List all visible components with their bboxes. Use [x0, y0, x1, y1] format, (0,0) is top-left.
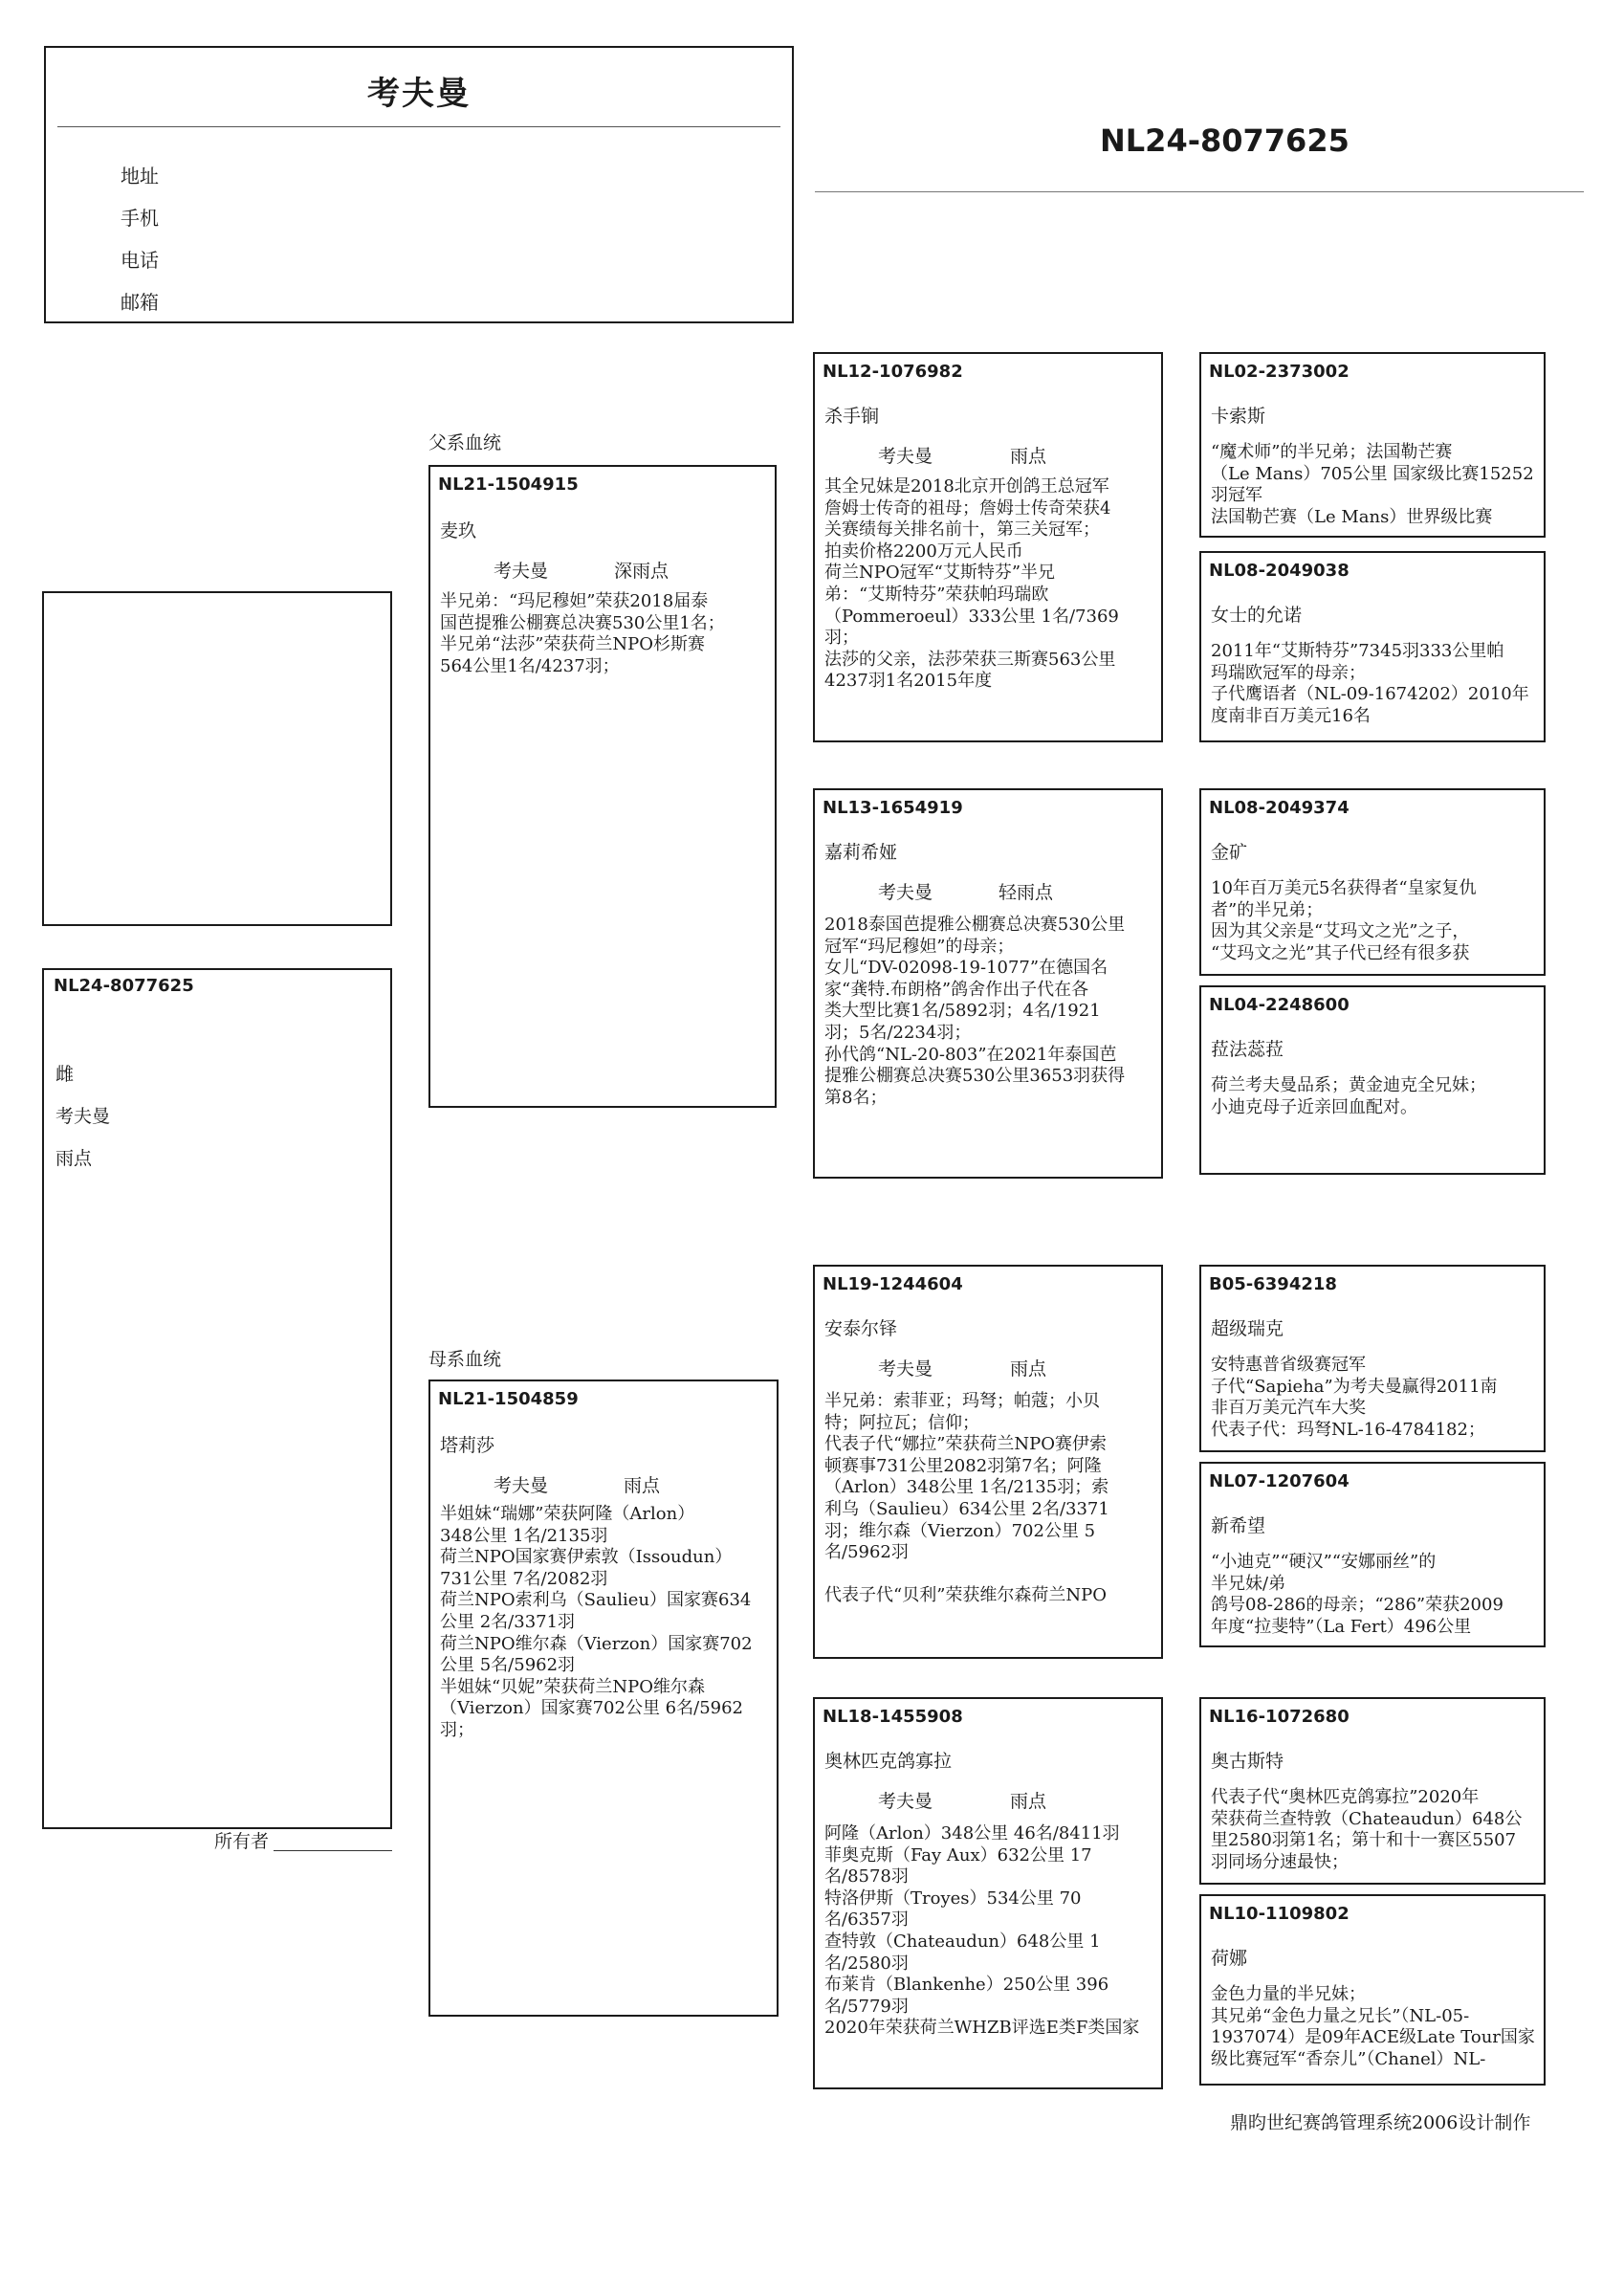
subject-breeder: 考夫曼	[55, 1106, 111, 1127]
desc-line: 关赛绩每关排名前十，第三关冠军；	[824, 519, 1100, 541]
ggp-ring: B05-6394218	[1209, 1274, 1337, 1294]
desc-line: 半兄弟：索菲亚；玛弩；帕蔻；小贝	[824, 1391, 1100, 1411]
desc-line: 菲奥克斯（Fay Aux）632公里 17	[824, 1844, 1092, 1866]
desc-line: 半姐妹“贝妮”荣获荷兰NPO维尔森	[440, 1676, 706, 1697]
desc-line: 半兄弟：“玛尼穆妲”荣获2018届泰	[440, 591, 709, 611]
desc-line: 名/5779羽	[824, 1996, 909, 2017]
desc-line: “魔术师”的半兄弟；法国勒芒赛	[1211, 442, 1453, 462]
desc-line: 里2580羽第1名；第十和十一赛区5507	[1211, 1830, 1517, 1851]
desc-line: 安特惠普省级赛冠军	[1211, 1355, 1366, 1375]
gp-ring: NL19-1244604	[823, 1274, 963, 1294]
desc-line: 法莎的父亲，法莎荣获三斯赛563公里	[824, 649, 1116, 670]
dam-ring: NL21-1504859	[438, 1389, 579, 1409]
ggp-name: 荷娜	[1211, 1948, 1248, 1969]
desc-line: 荷兰NPO国家赛伊索敦（Issoudun）	[440, 1547, 733, 1568]
gp-breeder: 考夫曼	[878, 882, 933, 903]
dam-name: 塔莉莎	[440, 1435, 495, 1456]
ggp-desc	[1211, 1075, 1538, 1118]
desc-line: “艾玛文之光”其子代已经有很多获	[1211, 942, 1470, 963]
grandsire-paternal-box	[813, 352, 1163, 742]
gp-desc	[824, 915, 1155, 1109]
subject-box	[42, 968, 392, 1829]
desc-line: “小迪克”“硬汉”“安娜丽丝”的	[1211, 1552, 1437, 1572]
desc-line: 者”的半兄弟；	[1211, 899, 1324, 920]
desc-line: 荷兰NPO索利乌（Saulieu）国家赛634	[440, 1590, 752, 1611]
desc-line: 法国勒芒赛（Le Mans）世界级比赛	[1211, 506, 1493, 527]
owner-field-email: 邮箱	[121, 291, 159, 314]
subject-ring: NL24-8077625	[54, 976, 194, 996]
gp-breeder: 考夫曼	[878, 1791, 933, 1812]
desc-line: 玛瑞欧冠军的母亲；	[1211, 662, 1366, 683]
desc-line: 10年百万美元5名获得者“皇家复仇	[1211, 878, 1477, 898]
desc-line: 348公里 1名/2135羽	[440, 1525, 608, 1546]
sire-line-label: 父系血统	[428, 432, 502, 453]
desc-line: 其兄弟“金色力量之兄长”（NL-05-	[1211, 2005, 1470, 2026]
desc-line: 2018泰国芭提雅公棚赛总决赛530公里	[824, 915, 1126, 935]
gp-desc	[824, 476, 1155, 693]
owner-field-mobile: 手机	[121, 207, 159, 230]
dam-box	[428, 1380, 779, 2017]
desc-line: 孙代鸽“NL-20-803”在2021年泰国芭	[824, 1044, 1117, 1065]
desc-line: 特；阿拉瓦；信仰；	[824, 1412, 979, 1433]
ggp-name: 奥古斯特	[1211, 1751, 1284, 1772]
desc-line: （Arlon）348公里 1名/2135羽；索	[824, 1477, 1109, 1498]
desc-line: 羽；5名/2234羽；	[824, 1022, 972, 1043]
desc-line: 2011年“艾斯特芬”7345羽333公里帕	[1211, 641, 1504, 661]
great-grandparent-box	[1199, 1462, 1546, 1647]
desc-line: 名/5962羽	[824, 1542, 909, 1563]
desc-line: 弟：“艾斯特芬”荣获帕玛瑞欧	[824, 584, 1049, 605]
gp-breeder: 考夫曼	[878, 446, 933, 467]
gp-desc	[824, 1391, 1155, 1607]
sire-ring: NL21-1504915	[438, 475, 579, 495]
desc-line: 子代“Sapieha”为考夫曼赢得2011南	[1211, 1376, 1498, 1397]
desc-line: 代表子代“奥林匹克鸽寡拉”2020年	[1211, 1787, 1480, 1807]
ggp-name: 新希望	[1211, 1515, 1266, 1536]
owner-field-phone: 电话	[121, 249, 159, 272]
desc-line: 特洛伊斯（Troyes）534公里 70	[824, 1888, 1082, 1909]
owner-box	[44, 46, 794, 323]
dam-desc	[440, 1504, 771, 1742]
subject-color: 雨点	[55, 1148, 93, 1169]
desc-line: 羽；	[440, 1719, 474, 1740]
sire-box	[428, 465, 777, 1108]
owner-label	[214, 1827, 269, 1853]
gp-name: 安泰尔铎	[824, 1318, 898, 1339]
sire-color: 深雨点	[614, 561, 669, 582]
ggp-desc	[1211, 1787, 1538, 1873]
gp-desc	[824, 1823, 1155, 2040]
subject-sex: 雌	[55, 1064, 75, 1085]
ggp-ring: NL08-2049038	[1209, 561, 1350, 581]
desc-line: 小迪克母子近亲回血配对。	[1211, 1096, 1417, 1117]
desc-line: 类大型比赛1名/5892羽；4名/1921	[824, 1001, 1101, 1022]
gp-name: 奥林匹克鸽寡拉	[824, 1751, 953, 1772]
ggp-desc	[1211, 641, 1538, 727]
header-ring: NL24-8077625	[1100, 122, 1350, 159]
owner-label-text: 所有者	[214, 1831, 270, 1852]
desc-line: 国芭提雅公棚赛总决赛530公里1名；	[440, 612, 725, 633]
great-grandparent-box	[1199, 1894, 1546, 2086]
desc-line: 名/8578羽	[824, 1866, 909, 1888]
desc-line: 因为其父亲是“艾玛文之光”之子，	[1211, 921, 1470, 942]
ggp-desc	[1211, 1984, 1538, 2070]
desc-line: 羽；	[824, 628, 859, 649]
gp-color: 轻雨点	[999, 882, 1054, 903]
sire-breeder: 考夫曼	[494, 561, 549, 582]
ggp-name: 菈法蕊菈	[1211, 1039, 1284, 1060]
desc-line: 其全兄妹是2018北京开创鸽王总冠军	[824, 476, 1109, 497]
desc-line: 半兄妹/弟	[1211, 1573, 1286, 1594]
desc-line: 半姐妹“瑞娜”荣获阿隆（Arlon）	[440, 1504, 695, 1524]
owner-signature-line	[274, 1850, 392, 1851]
granddam-maternal-box	[813, 1697, 1163, 2089]
gp-breeder: 考夫曼	[878, 1358, 933, 1380]
desc-line: 名/2580羽	[824, 1953, 909, 1974]
desc-line: 提雅公棚赛总决赛530公里3653羽获得	[824, 1066, 1126, 1087]
ggp-ring: NL10-1109802	[1209, 1904, 1350, 1924]
desc-line: 1937074）是09年ACE级Late Tour国家	[1211, 2027, 1535, 2048]
ggp-name: 金矿	[1211, 842, 1248, 863]
desc-line: 半兄弟“法莎”荣获荷兰NPO杉斯赛	[440, 634, 706, 655]
gp-color: 雨点	[1010, 1791, 1047, 1812]
ggp-desc	[1211, 1355, 1538, 1441]
desc-line: 冠军“玛尼穆妲”的母亲；	[824, 936, 1015, 957]
desc-line: 2020年荣获荷兰WHZB评选E类F类国家	[824, 2018, 1140, 2039]
desc-line: 荣获荷兰查特敦（Chateaudun）648公	[1211, 1808, 1523, 1829]
desc-line: 级比赛冠军“香奈儿”（Chanel）NL-	[1211, 2048, 1486, 2069]
desc-line: 子代鹰语者（NL-09-1674202）2010年	[1211, 684, 1529, 705]
desc-line: 查特敦（Chateaudun）648公里 1	[824, 1931, 1101, 1952]
ggp-name: 超级瑞克	[1211, 1318, 1284, 1339]
desc-line: 女儿“DV-02098-19-1077”在德国名	[824, 958, 1108, 979]
gp-ring: NL12-1076982	[823, 362, 963, 382]
ggp-ring: NL02-2373002	[1209, 362, 1350, 382]
desc-line: 荷兰考夫曼品系；黄金迪克全兄妹；	[1211, 1075, 1486, 1095]
desc-line: 阿隆（Arlon）348公里 46名/8411羽	[824, 1823, 1120, 1843]
grandsire-maternal-box	[813, 1265, 1163, 1659]
gp-color: 雨点	[1010, 446, 1047, 467]
great-grandparent-box	[1199, 551, 1546, 742]
ggp-ring: NL07-1207604	[1209, 1471, 1350, 1491]
desc-line: 第8名；	[824, 1087, 888, 1108]
desc-line: 非百万美元汽车大奖	[1211, 1398, 1366, 1419]
great-grandparent-box	[1199, 352, 1546, 538]
desc-line: 布莱肯（Blankenhe）250公里 396	[824, 1975, 1109, 1996]
footer-credit: 鼎昀世纪赛鸽管理系统2006设计制作	[1230, 2112, 1531, 2133]
ggp-desc	[1211, 442, 1538, 528]
desc-line	[824, 1564, 1155, 1586]
gp-color: 雨点	[1010, 1358, 1047, 1380]
desc-line: 代表子代：玛弩NL-16-4784182；	[1211, 1419, 1485, 1440]
photo-box	[42, 591, 392, 926]
gp-ring: NL13-1654919	[823, 798, 963, 818]
ggp-ring: NL08-2049374	[1209, 798, 1350, 818]
desc-line: 顿赛事731公里2082羽第7名；阿隆	[824, 1455, 1102, 1476]
desc-line: 羽；维尔森（Vierzon）702公里 5	[824, 1520, 1096, 1541]
great-grandparent-box	[1199, 985, 1546, 1175]
ggp-ring: NL16-1072680	[1209, 1707, 1350, 1727]
sire-name: 麦玖	[440, 520, 477, 541]
desc-line: 代表子代“娜拉”荣获荷兰NPO赛伊索	[824, 1434, 1108, 1455]
desc-line: 公里 5名/5962羽	[440, 1655, 576, 1676]
desc-line: （Vierzon）国家赛702公里 6名/5962	[440, 1698, 744, 1719]
desc-line: 羽冠军	[1211, 485, 1262, 506]
sire-desc	[440, 591, 767, 677]
desc-line: 公里 2名/3371羽	[440, 1611, 576, 1632]
great-grandparent-box	[1199, 788, 1546, 976]
dam-breeder: 考夫曼	[494, 1475, 549, 1496]
desc-line: 拍卖价格2200万元人民币	[824, 541, 1023, 562]
desc-line: 年度“拉斐特”（La Fert）496公里	[1211, 1616, 1472, 1637]
desc-line: 金色力量的半兄妹；	[1211, 1984, 1366, 2004]
dam-color: 雨点	[624, 1475, 661, 1496]
ggp-desc	[1211, 1552, 1538, 1638]
desc-line: 名/6357羽	[824, 1910, 909, 1931]
desc-line: 荷兰NPO维尔森（Vierzon）国家赛702	[440, 1633, 753, 1654]
desc-line: 荷兰NPO冠军“艾斯特芬”半兄	[824, 563, 1056, 584]
desc-line: 鸽号08-286的母亲；“286”荣获2009	[1211, 1595, 1503, 1616]
desc-line: 度南非百万美元16名	[1211, 705, 1371, 726]
owner-field-address: 地址	[121, 165, 159, 188]
desc-line: （Le Mans）705公里 国家级比赛15252	[1211, 463, 1534, 484]
desc-line: 代表子代“贝利”荣获维尔森荷兰NPO	[824, 1585, 1108, 1606]
desc-line: 詹姆士传奇的祖母；詹姆士传奇荣获4	[824, 497, 1111, 519]
gp-name: 嘉莉希娅	[824, 842, 898, 863]
ggp-desc	[1211, 878, 1538, 964]
gp-ring: NL18-1455908	[823, 1707, 963, 1727]
owner-divider	[57, 126, 780, 127]
desc-line: 羽同场分速最快；	[1211, 1851, 1349, 1872]
ggp-ring: NL04-2248600	[1209, 995, 1350, 1015]
desc-line: 731公里 7名/2082羽	[440, 1568, 608, 1589]
owner-name: 考夫曼	[367, 75, 471, 113]
desc-line: （Pommeroeul）333公里 1名/7369	[824, 606, 1119, 627]
header-divider	[815, 191, 1584, 192]
great-grandparent-box	[1199, 1697, 1546, 1885]
desc-line: 4237羽1名2015年度	[824, 671, 993, 692]
desc-line: 564公里1名/4237羽；	[440, 655, 620, 676]
great-grandparent-box	[1199, 1265, 1546, 1452]
desc-line: 利乌（Saulieu）634公里 2名/3371	[824, 1498, 1109, 1519]
gp-name: 杀手锏	[824, 406, 880, 427]
ggp-name: 女士的允诺	[1211, 605, 1303, 626]
desc-line: 家“龚特.布朗格”鸽舍作出子代在各	[824, 979, 1089, 1000]
ggp-name: 卡索斯	[1211, 406, 1266, 427]
granddam-paternal-box	[813, 788, 1163, 1179]
dam-line-label: 母系血统	[428, 1349, 502, 1370]
